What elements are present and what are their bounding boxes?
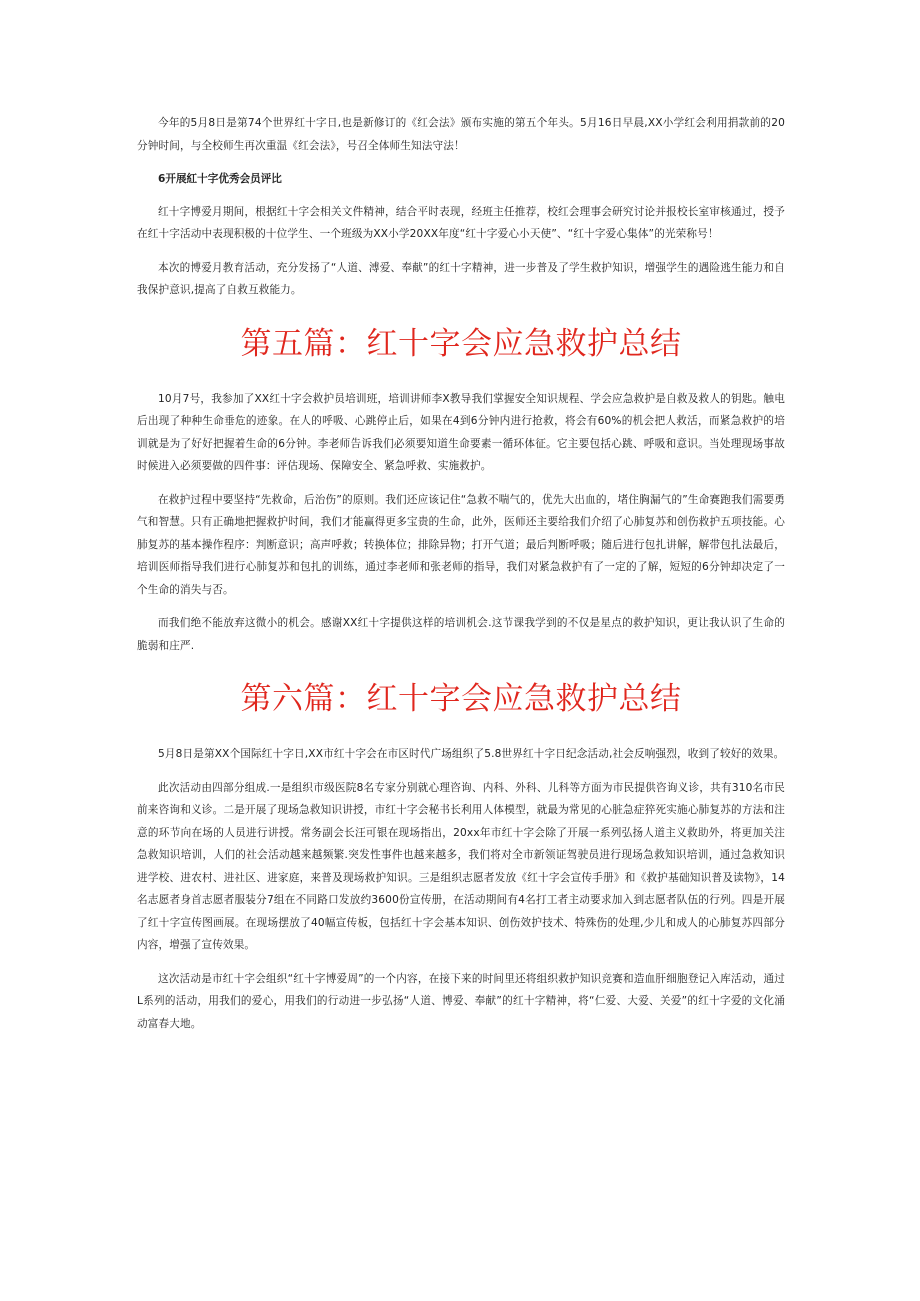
intro-subheading: 6开展紅十字优秀会员评比 <box>158 173 282 185</box>
section-6-title: 第六篇：红十字会应急救护总结 <box>240 681 682 717</box>
intro-paragraph-2: 红十字博爱月期间，根据红十字会相关文件精神，结合平时表现，经班主任推荐，校红会理事会研究讨论并报校长室审核通过，授予在红十字活动中表现积极的十位学生、一个班级为XX小学20XX年度“红十字爱心小天使”、“红十字爱心集体”的光荣称号！ <box>137 205 785 240</box>
section-6-paragraph-1: 5月8日是第XX个国际红十字日,XX市红十字会在市区时代广场组织了5.8世界红十字日纪念活动,社会反响强烈，收到了较好的效果。 <box>158 748 785 760</box>
section-5-paragraph-2: 在救护过程中要坚持“先救命，后治伤”的原则。我们还应该记住“急救不喘气的，优先大出血的，堵住胸漏气的”生命赛跑我们需要勇气和智慧。只有正确地把握救护时间，我们才能赢得更多宝贵的生命，此外，医师还主要给我们介绍了心肺复苏和创伤救护五项技能。心肺复苏的基本操作程序：判断意识；高声呼救；转换体位；排除异物；打开气道；最后判断呼吸；随后进行包扎讲解，解带包扎法最后，培训医师指导我们进行心肺复苏和包扎的训练，通过李老师和张老师的指导，我们对紧急救护有了一定的了解，短短的6分钟却决定了一个生命的消失与否。 <box>137 493 785 596</box>
section-6-paragraph-3: 这次活动是市红十字会组织“红十字博爱周”的一个内容，在接下来的时间里还将组织救护知识竞赛和造血肝细胞登记入库活动，通过L系列的活动，用我们的爱心，用我们的行动进一步弘扬“人道、博爱、奉献”的红十字精神，将“仁爱、大爱、关爱”的红十字爱的文化涌动富春大地。 <box>137 972 785 1030</box>
section-5-paragraph-1: 10月7号，我参加了XX红十字会救护员培训班，培训讲师李X教导我们掌握安全知识规程、学会应急救护是自救及救人的钥匙。触电后出现了种种生命垂危的迹象。在人的呼吸、心跳停止后，如果在4到6分钟内进行抢救，将会有60%的机会把人救活，而紧急救护的培训就是为了好好把握着生命的6分钟。李老师告诉我们必须要知道生命要素一循环体征。它主要包括心跳、呼吸和意识。当处理现场事故时候进入必须要做的四件事：评估现场、保障安全、紧急呼救、实施救护。 <box>137 392 785 472</box>
document-body <box>137 112 785 1046</box>
intro-paragraph-1: 今年的5月8日是第74个世界红十字日,也是新修订的《红会法》颁布实施的第五个年头。5月16日早晨,XX小学红会利用捐款前的20分钟时间，与全校师生再次重温《红会法》，号召全体师生知法守法！ <box>137 117 785 152</box>
section-5-title: 第五篇：红十字会应急救护总结 <box>240 325 682 362</box>
intro-paragraph-3: 本次的博爱月教育活动，充分发扬了“人道、溥爱、奉献”的红十字精神，进一步普及了学生救护知识，增强学生的遇险逃生能力和自我保护意识,提高了自救互救能力。 <box>137 261 785 296</box>
section-5-paragraph-3: 而我们绝不能放弃这微小的机会。感谢XX红十字提供这样的培训机会.这节课我学到的不仅是星点的救护知识，更让我认识了生命的脆弱和庄严. <box>137 617 785 652</box>
section-6-paragraph-2: 此次活动由四部分组成.一是组织市级医院8名专家分别就心理咨询、内科、外科、儿科等方面为市民提供咨询义诊，共有310名市民前来咨询和义诊。二是开展了现场急救知识讲授，市红十字会秘书长利用人体模型，就最为常见的心脏急症猝死实施心肺复苏的方法和注意的环节向在场的人员进行讲授。常务副会长汪可银在现场指出，20xx年市红十字会除了开展一系列弘扬人道主义救助外，将更加关注急救知识培训，人们的社会活动越来越频繁.突发性事件也越来越多，我们将对全市新领证驾驶员进行现场急救知识培训，通过急救知识进学校、进农村、进社区、进家庭，来普及现场救护知识。三是组织志愿者发放《红十字会宣传手册》和《救护基础知识普及读物》，14名志愿者身首志愿者服装分7组在不同路口发放约3600份宣传册，在活动期间有4名打工者主动要求加入到志愿者队伍的行列。四是开展了红十字宣传图画展。在现场摆放了40幅宣传板，包括红十字会基本知识、创伤效护技术、特殊伤的处理,少儿和成人的心肺复苏四部分内容，增强了宣传效果。 <box>137 781 785 951</box>
